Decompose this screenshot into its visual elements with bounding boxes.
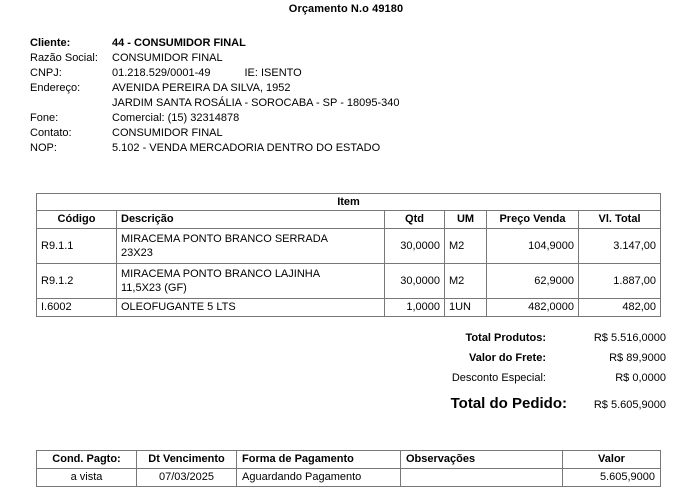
cell-vl-total: 1.887,00: [579, 264, 661, 299]
column-header-um: UM: [445, 211, 487, 229]
cell-um: M2: [445, 229, 487, 264]
descricao-line-1: MIRACEMA PONTO BRANCO SERRADA: [121, 233, 328, 245]
endereco-value: AVENIDA PEREIRA DA SILVA, 1952: [112, 82, 291, 94]
table-row: [37, 469, 661, 487]
cell-descricao: [117, 264, 385, 299]
column-header-observacoes: Observações: [401, 451, 563, 469]
items-table-group-header-row: [37, 194, 661, 211]
cell-preco-venda: 104,9000: [487, 229, 579, 264]
cell-dt-vencimento: 07/03/2025: [137, 469, 237, 487]
cell-um: M2: [445, 264, 487, 299]
column-header-codigo: Código: [37, 211, 117, 229]
column-header-valor: Valor: [563, 451, 661, 469]
nop-label: NOP:: [30, 142, 57, 154]
cell-forma-pagamento: Aguardando Pagamento: [237, 469, 401, 487]
client-info-row: [30, 96, 550, 111]
items-table-group-header: Item: [37, 194, 661, 211]
column-header-cond-pagto: Cond. Pagto:: [37, 451, 137, 469]
cell-vl-total: 3.147,00: [579, 229, 661, 264]
valor-frete-row: [400, 352, 666, 372]
fone-value: Comercial: (15) 32314878: [112, 112, 240, 124]
cell-qtd: 30,0000: [385, 229, 445, 264]
desconto-especial-row: [400, 372, 666, 392]
cell-qtd: 30,0000: [385, 264, 445, 299]
client-label: Cliente:: [30, 37, 71, 49]
payment-table-header-row: [37, 451, 661, 469]
client-info-block: [30, 36, 550, 156]
cell-codigo: R9.1.2: [37, 264, 117, 299]
contato-value: CONSUMIDOR FINAL: [112, 127, 223, 139]
total-pedido-label: Total do Pedido:: [450, 395, 567, 412]
client-info-row: [30, 51, 550, 66]
column-header-qtd: Qtd: [385, 211, 445, 229]
cell-qtd: 1,0000: [385, 299, 445, 317]
client-info-row: [30, 81, 550, 96]
total-pedido-row: [400, 395, 666, 419]
desconto-especial-value: R$ 0,0000: [615, 372, 666, 384]
column-header-preco-venda: Preço Venda: [487, 211, 579, 229]
cell-descricao: OLEOFUGANTE 5 LTS: [117, 299, 385, 317]
cnpj-value: [112, 66, 302, 81]
descricao-line-2: 23X23: [121, 247, 153, 259]
total-produtos-label: Total Produtos:: [465, 332, 546, 344]
column-header-dt-vencimento: Dt Vencimento: [137, 451, 237, 469]
endereco-value-continuation: JARDIM SANTA ROSÁLIA - SOROCABA - SP - 18095-340: [112, 97, 400, 109]
nop-value: 5.102 - VENDA MERCADORIA DENTRO DO ESTADO: [112, 142, 381, 154]
table-row: [37, 299, 661, 317]
razao-social-label: Razão Social:: [30, 52, 98, 64]
client-info-row: [30, 111, 550, 126]
payment-table: [36, 450, 661, 487]
cell-vl-total: 482,00: [579, 299, 661, 317]
descricao-line-1: MIRACEMA PONTO BRANCO LAJINHA: [121, 268, 321, 280]
table-row: [37, 229, 661, 264]
fone-label: Fone:: [30, 112, 59, 124]
items-table: [36, 193, 661, 317]
cnpj-number: 01.218.529/0001-49: [112, 67, 211, 79]
cell-codigo: R9.1.1: [37, 229, 117, 264]
table-row: [37, 264, 661, 299]
items-table-header-row: [37, 211, 661, 229]
cell-preco-venda: 62,9000: [487, 264, 579, 299]
descricao-line-2: 11,5X23 (GF): [121, 282, 187, 294]
client-info-row: [30, 36, 550, 51]
cell-cond-pagto: a vista: [37, 469, 137, 487]
cell-preco-venda: 482,0000: [487, 299, 579, 317]
cell-observacoes: [401, 469, 563, 487]
total-produtos-value: R$ 5.516,0000: [593, 332, 666, 344]
valor-frete-label: Valor do Frete:: [468, 352, 546, 364]
client-info-row: [30, 66, 550, 81]
cell-um: 1UN: [445, 299, 487, 317]
total-pedido-value: R$ 5.605,9000: [593, 399, 666, 411]
client-value: 44 - CONSUMIDOR FINAL: [112, 37, 246, 49]
cell-descricao: [117, 229, 385, 264]
column-header-vl-total: Vl. Total: [579, 211, 661, 229]
client-info-row: [30, 141, 550, 156]
cell-codigo: I.6002: [37, 299, 117, 317]
totals-block: [400, 332, 666, 419]
ie-value: IE: ISENTO: [244, 67, 302, 79]
endereco-label: Endereço:: [30, 82, 81, 94]
total-produtos-row: [400, 332, 666, 352]
cnpj-label: CNPJ:: [30, 67, 62, 79]
contato-label: Contato:: [30, 127, 72, 139]
valor-frete-value: R$ 89,9000: [609, 352, 666, 364]
cell-valor: 5.605,9000: [563, 469, 661, 487]
client-info-row: [30, 126, 550, 141]
page-title: Orçamento N.o 49180: [288, 3, 404, 15]
column-header-forma-pagamento: Forma de Pagamento: [237, 451, 401, 469]
razao-social-value: CONSUMIDOR FINAL: [112, 52, 223, 64]
column-header-descricao: Descrição: [117, 211, 385, 229]
desconto-especial-label: Desconto Especial:: [451, 372, 546, 384]
